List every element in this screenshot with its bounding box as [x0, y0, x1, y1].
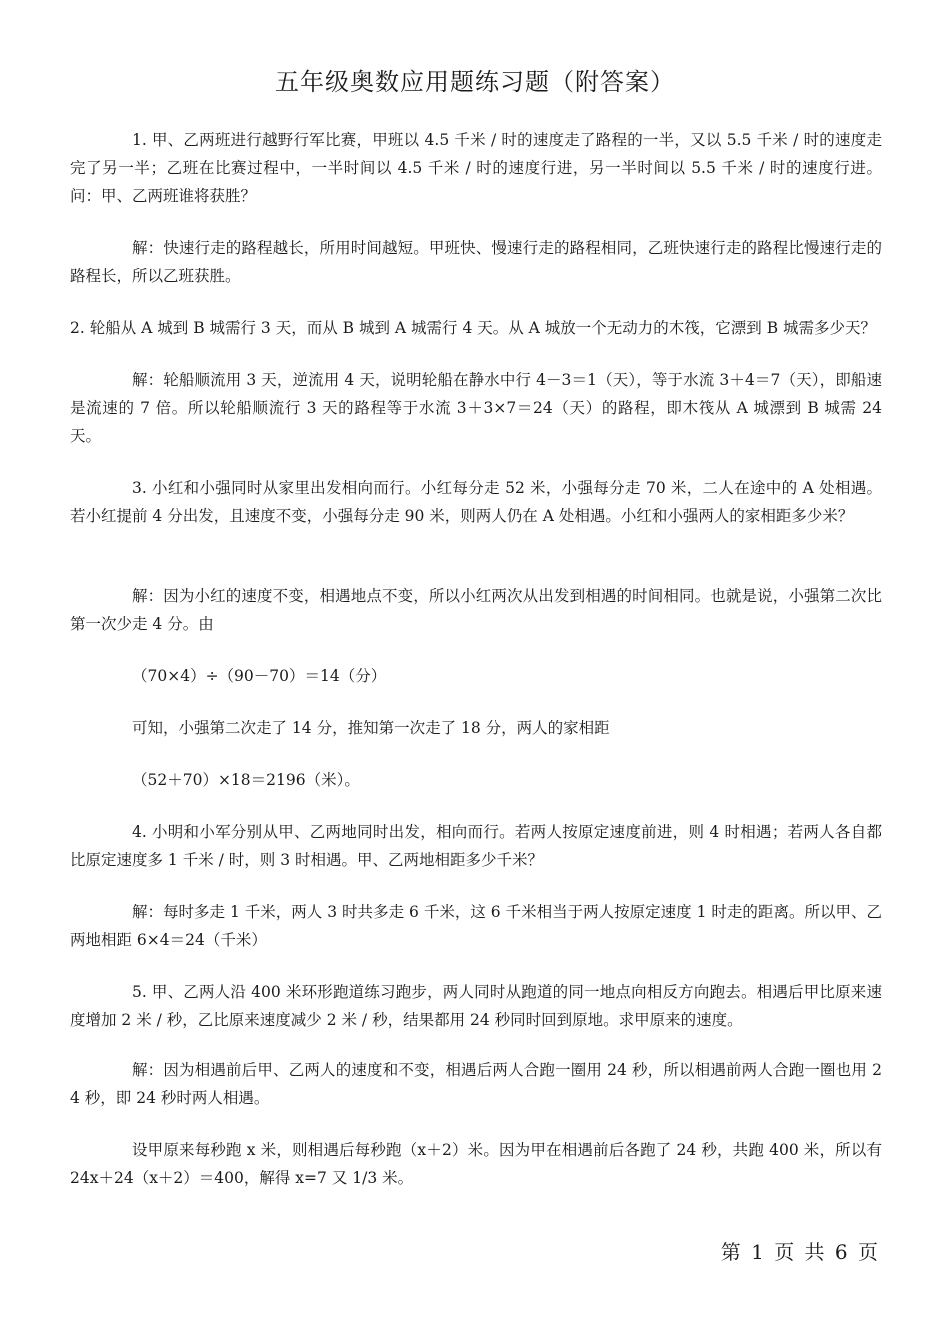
- solution-3-continuation: 可知，小强第二次走了 14 分，推知第一次走了 18 分，两人的家相距: [132, 719, 610, 737]
- problem-1-text: 1. 甲、乙两班进行越野行军比赛，甲班以 4.5 千米 / 时的速度走了路程的一半，又以 5.5 千米 / 时的速度走完了另一半；乙班在比赛过程中，一半时间以 4.5 千米 / 时的速度行进，另一半时间以 5.5 千米 / 时的速度行进。问：甲、乙两班谁将获胜？: [70, 131, 882, 205]
- solution-5-text: 解：因为相遇前后甲、乙两人的速度和不变，相遇后两人合跑一圈用 24 秒，所以相遇前两人合跑一圈也用 24 秒，即 24 秒时两人相遇。: [70, 1061, 882, 1107]
- solution-3-equation-2: （52＋70）×18＝2196（米）。: [132, 771, 360, 789]
- solution-1-text: 解：快速行走的路程越长，所用时间越短。甲班快、慢速行走的路程相同，乙班快速行走的路程比慢速行走的路程长，所以乙班获胜。: [70, 239, 882, 285]
- problem-3-text: 3. 小红和小强同时从家里出发相向而行。小红每分走 52 米，小强每分走 70 米，二人在途中的 A 处相遇。若小红提前 4 分出发，且速度不变，小强每分走 90 米，则两人仍在 A 处相遇。小红和小强两人的家相距多少米？: [70, 479, 882, 525]
- solution-5-continuation: 设甲原来每秒跑 x 米，则相遇后每秒跑（x＋2）米。因为甲在相遇前后各跑了 24 秒，共跑 400 米，所以有 24x＋24（x＋2）＝400，解得 x=7 又 1/3 米。: [70, 1141, 882, 1187]
- problem-2-text: 2. 轮船从 A 城到 B 城需行 3 天，而从 B 城到 A 城需行 4 天。从 A 城放一个无动力的木筏，它漂到 B 城需多少天？: [70, 319, 877, 337]
- solution-3-text: 解：因为小红的速度不变，相遇地点不变，所以小红两次从出发到相遇的时间相同。也就是说，小强第二次比第一次少走 4 分。由: [70, 587, 882, 633]
- solution-2-text: 解：轮船顺流用 3 天，逆流用 4 天，说明轮船在静水中行 4－3＝1（天），等于水流 3＋4＝7（天），即船速是流速的 7 倍。所以轮船顺流行 3 天的路程等于水流 3＋3×7＝24（天）的路程，即木筏从 A 城漂到 B 城需 24 天。: [70, 371, 882, 445]
- problem-4-text: 4. 小明和小军分别从甲、乙两地同时出发，相向而行。若两人按原定速度前进，则 4 时相遇；若两人各自都比原定速度多 1 千米 / 时，则 3 时相遇。甲、乙两地相距多少千米？: [70, 823, 882, 869]
- solution-3-equation-1: （70×4）÷（90－70）＝14（分）: [132, 667, 387, 685]
- problem-5-text: 5. 甲、乙两人沿 400 米环形跑道练习跑步，两人同时从跑道的同一地点向相反方向跑去。相遇后甲比原来速度增加 2 米 / 秒，乙比原来速度减少 2 米 / 秒，结果都用 24 秒同时回到原地。求甲原来的速度。: [70, 983, 882, 1029]
- page-number-footer: 第 1 页 共 6 页: [720, 1240, 880, 1264]
- page-title: 五年级奥数应用题练习题（附答案）: [275, 68, 675, 96]
- solution-4-text: 解：每时多走 1 千米，两人 3 时共多走 6 千米，这 6 千米相当于两人按原定速度 1 时走的距离。所以甲、乙两地相距 6×4＝24（千米）: [70, 903, 882, 949]
